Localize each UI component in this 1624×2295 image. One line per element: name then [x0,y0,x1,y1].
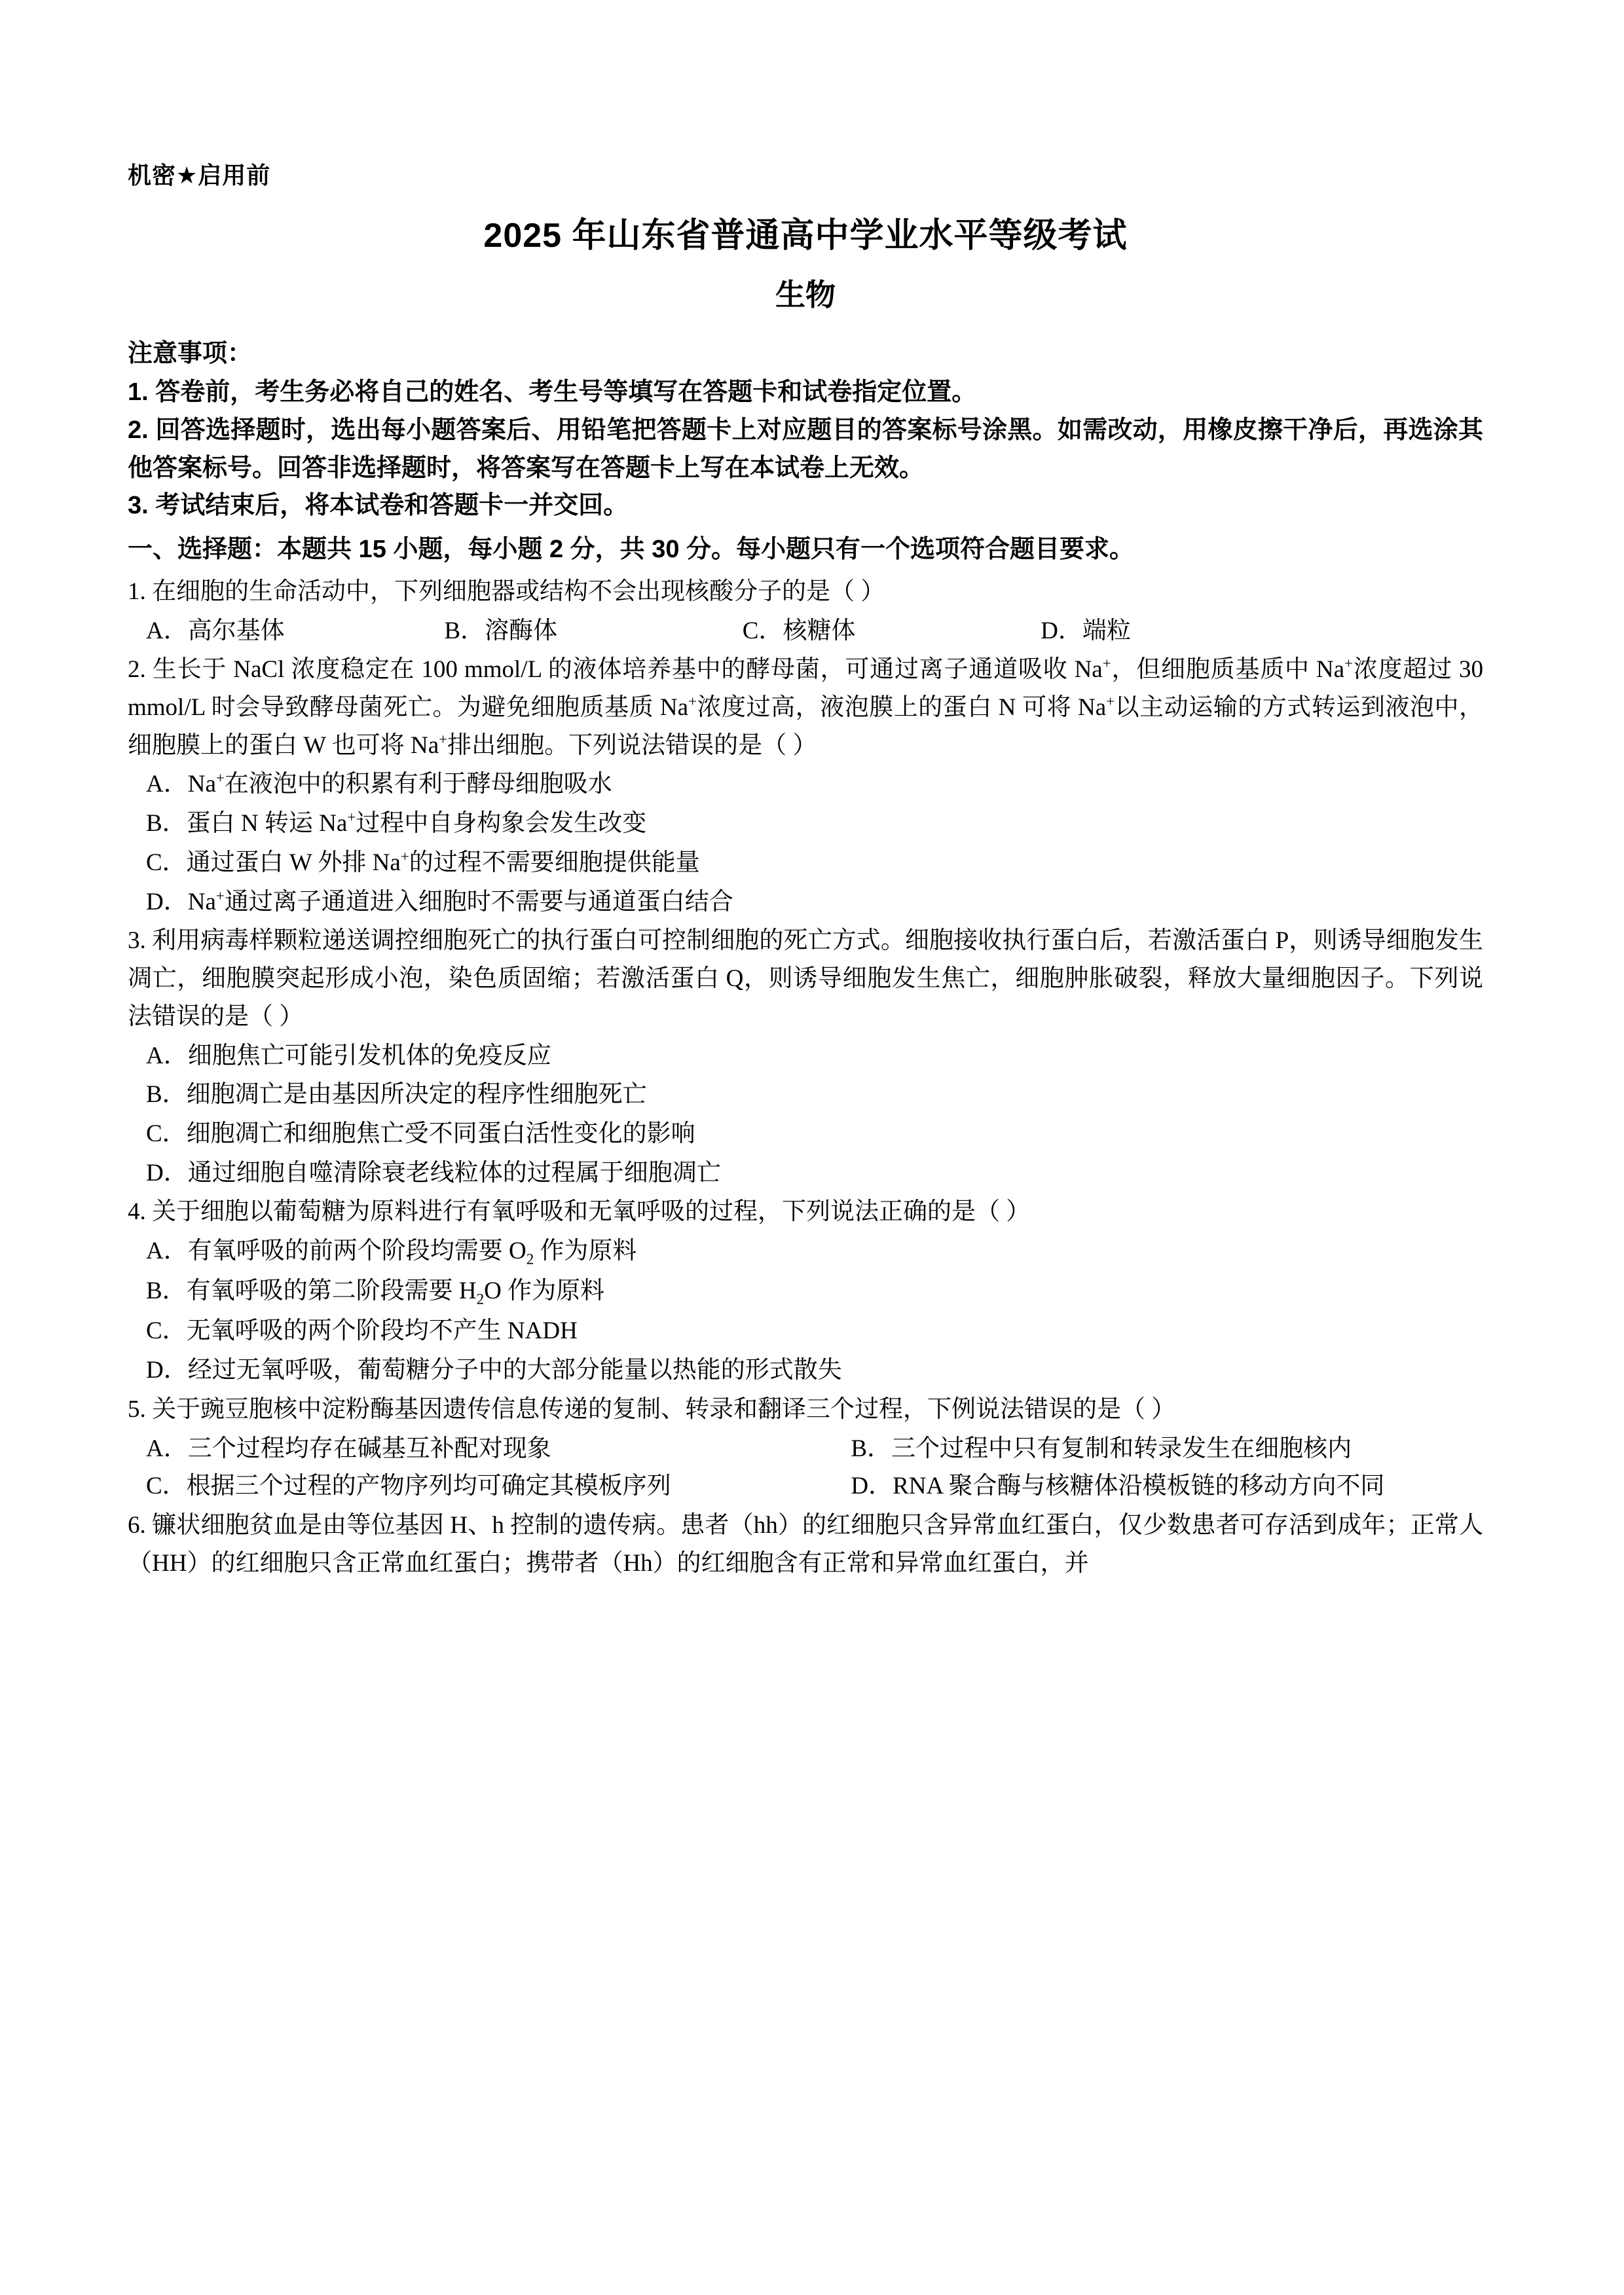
option-d[interactable]: D．通过细胞自噬清除衰老线粒体的过程属于细胞凋亡 [146,1159,721,1186]
question-stem: 1. 在细胞的生命活动中，下列细胞器或结构不会出现核酸分子的是（ ） [128,578,885,605]
option-a[interactable]: A．Na+在液泡中的积累有利于酵母细胞吸水 [146,770,612,798]
question-options [128,1037,1483,1192]
notice-item-2: 2. 回答选择题时，选出每小题答案后、用铅笔把答题卡上对应题目的答案标号涂黑。如需改动，用橡皮擦干净后，再选涂其他答案标号。回答非选择题时，将答案写在答题卡上写在本试卷上无效。 [128,416,1483,482]
question-stem: 3. 利用病毒样颗粒递送调控细胞死亡的执行蛋白可控制细胞的死亡方式。细胞接收执行蛋白后，若激活蛋白 P，则诱导细胞发生凋亡，细胞膜突起形成小泡，染色质固缩；若激活蛋白 Q，则诱导细胞发生焦亡，细胞肿胀破裂，释放大量细胞因子。下列说法错误的是（ ） [128,927,1483,1030]
option-b[interactable]: B．溶酶体 [444,617,558,644]
question-options [128,612,1483,650]
notice-item-3: 3. 考试结束后，将本试卷和答题卡一并交回。 [128,492,629,520]
question-options [128,1232,1483,1389]
option-a[interactable]: A．有氧呼吸的前两个阶段均需要 $O_2$ 作为原料 [146,1238,637,1268]
question-4 [128,1193,1483,1389]
option-a[interactable]: A．细胞焦亡可能引发机体的免疫反应 [146,1042,551,1069]
question-5 [128,1391,1483,1505]
question-6 [128,1507,1483,1582]
question-stem: 2. 生长于 NaCl 浓度稳定在 100 mmol/L 的液体培养基中的酵母菌，可通过离子通道吸收 Na+，但细胞质基质中 Na+浓度超过 30 mmol/L 时会导致酵母菌死亡。为避免细胞质基质 Na+浓度过高，液泡膜上的蛋白 N 可将 Na+以主动运输的方式转运到液泡中，细胞膜上的蛋白 W 也可将 Na+排出细胞。下列说法错误的是（ ） [128,655,1483,759]
section-title-multiple-choice: 一、选择题：本题共 15 小题，每小题 2 分，共 30 分。每小题只有一个选项符合题目要求。 [128,536,1135,563]
option-d[interactable]: D．端粒 [1041,617,1131,644]
option-d[interactable]: D．RNA 聚合酶与核糖体沿模板链的移动方向不同 [851,1473,1385,1500]
option-c[interactable]: C．通过蛋白 W 外排 Na+的过程不需要细胞提供能量 [146,848,700,876]
question-1 [128,573,1483,650]
option-b[interactable]: B．细胞凋亡是由基因所决定的程序性细胞死亡 [146,1081,647,1109]
option-b[interactable]: B．蛋白 N 转运 Na+过程中自身构象会发生改变 [146,809,647,837]
option-b[interactable]: B．三个过程中只有复制和转录发生在细胞核内 [851,1435,1352,1462]
page-title: 2025 年山东省普通高中学业水平等级考试 [483,217,1128,255]
option-d[interactable]: D．经过无氧呼吸，葡萄糖分子中的大部分能量以热能的形式散失 [146,1357,842,1384]
notice-item-1: 1. 答卷前，考生务必将自己的姓名、考生号等填写在答题卡和试卷指定位置。 [128,378,977,406]
subject-title: 生物 [775,278,836,312]
option-row [128,612,1502,650]
notice-heading: 注意事项： [128,340,253,367]
question-options [128,1430,1483,1505]
question-3 [128,922,1483,1192]
confidential-label: 机密★启用前 [128,162,271,189]
option-row [128,1430,1502,1468]
option-c[interactable]: C．根据三个过程的产物序列均可确定其模板序列 [146,1473,671,1500]
option-a[interactable]: A．三个过程均存在碱基互补配对现象 [146,1435,551,1462]
question-stem: 5. 关于豌豆胞核中淀粉酶基因遗传信息传递的复制、转录和翻译三个过程，下例说法错误的是（ ） [128,1395,1176,1423]
option-a[interactable]: A．高尔基体 [146,617,285,644]
option-c[interactable]: C．核糖体 [742,617,856,644]
option-c[interactable]: C．无氧呼吸的两个阶段均不产生 NADH [146,1317,578,1345]
option-d[interactable]: D．Na+通过离子通道进入细胞时不需要与通道蛋白结合 [146,887,733,915]
option-row [128,1467,1502,1505]
option-c[interactable]: C．细胞凋亡和细胞焦亡受不同蛋白活性变化的影响 [146,1120,695,1147]
question-stem: 4. 关于细胞以葡萄糖为原料进行有氧呼吸和无氧呼吸的过程，下列说法正确的是（ ） [128,1198,1031,1226]
question-stem: 6. 镰状细胞贫血是由等位基因 H、h 控制的遗传病。患者（hh）的红细胞只含异常血红蛋白，仅少数患者可存活到成年；正常人（HH）的红细胞只含正常血红蛋白；携带者（Hh）的红细胞含有正常和异常血红蛋白，并 [128,1512,1483,1577]
question-options [128,765,1483,921]
question-2 [128,651,1483,921]
option-b[interactable]: B．有氧呼吸的第二阶段需要 $H_2O$ 作为原料 [146,1277,605,1308]
